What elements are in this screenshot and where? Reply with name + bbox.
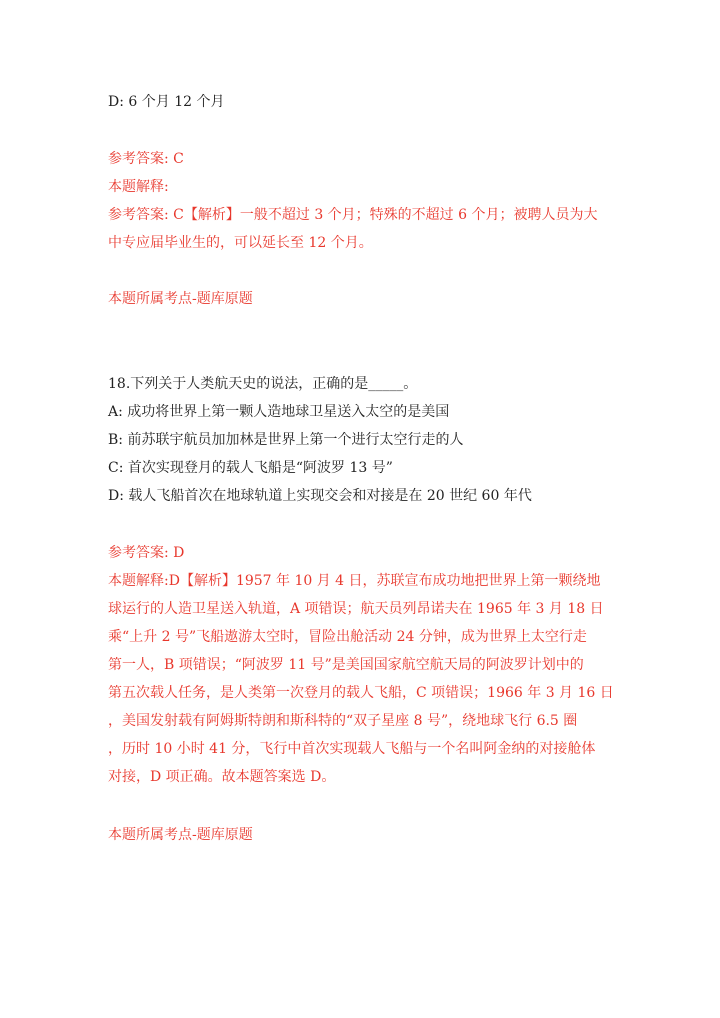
explanation-line: 乘“上升 2 号”飞船遨游太空时，冒险出舱活动 24 分钟，成为世界上太空行走 (108, 629, 587, 645)
explanation-line: ，历时 10 小时 41 分，飞行中首次实现载人飞船与一个名叫阿金纳的对接舱体 (108, 741, 596, 757)
option-a: A: 成功将世界上第一颗人造地球卫星送入太空的是美国 (108, 404, 450, 420)
question-stem: 18.下列关于人类航天史的说法，正确的是_____。 (108, 376, 418, 392)
prev-explanation-line: 参考答案: C【解析】一般不超过 3 个月；特殊的不超过 6 个月；被聘人员为大 (108, 207, 598, 223)
option-b: B: 前苏联宇航员加加林是世界上第一个进行太空行走的人 (108, 432, 464, 448)
option-c: C: 首次实现登月的载人飞船是“阿波罗 13 号” (108, 460, 393, 476)
prev-explanation-label: 本题解释: (108, 179, 169, 195)
topic: 本题所属考点-题库原题 (108, 827, 253, 843)
explanation-line: 对接，D 项正确。故本题答案选 D。 (108, 769, 336, 785)
explanation-line: 第五次载人任务，是人类第一次登月的载人飞船，C 项错误；1966 年 3 月 16 日 (108, 685, 614, 701)
prev-answer: 参考答案: C (108, 151, 184, 167)
explanation-line: 球运行的人造卫星送入轨道，A 项错误；航天员列昂诺夫在 1965 年 3 月 18 日 (108, 601, 604, 617)
explanation-line: 本题解释:D【解析】1957 年 10 月 4 日，苏联宣布成功地把世界上第一颗绕地 (108, 573, 601, 589)
option-d: D: 载人飞船首次在地球轨道上实现交会和对接是在 20 世纪 60 年代 (108, 488, 532, 504)
answer: 参考答案: D (108, 545, 185, 561)
prev-topic: 本题所属考点-题库原题 (108, 291, 253, 307)
explanation-line: ，美国发射载有阿姆斯特朗和斯科特的“双子星座 8 号”，绕地球飞行 6.5 圈 (108, 713, 578, 729)
prev-explanation-line: 中专应届毕业生的，可以延长至 12 个月。 (108, 235, 373, 251)
explanation-line: 第一人，B 项错误；“阿波罗 11 号”是美国国家航空航天局的阿波罗计划中的 (108, 657, 584, 673)
prev-option-d: D: 6 个月 12 个月 (108, 94, 225, 110)
